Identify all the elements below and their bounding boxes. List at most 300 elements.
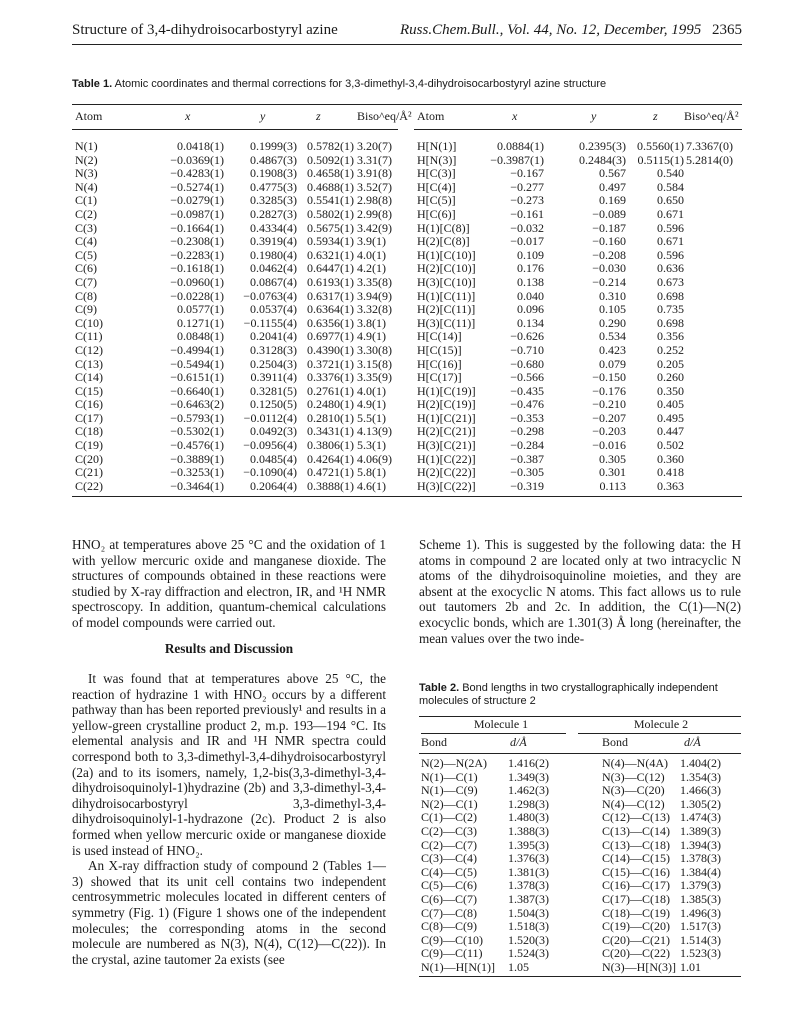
table1-right-cell-z: 0.495 bbox=[657, 410, 684, 425]
table1-left-row bbox=[72, 412, 398, 426]
table2-cell-d2: 1.466(3) bbox=[680, 783, 721, 798]
table2-cell-d1: 1.376(3) bbox=[508, 851, 549, 866]
table2-molecule1-rule bbox=[421, 733, 566, 734]
table1-left-cell-y: 0.1250(5) bbox=[250, 397, 297, 412]
table1-right-cell-x: −0.710 bbox=[510, 342, 544, 357]
table1-right-cell-atom: H[C(3)] bbox=[417, 166, 456, 181]
table1-left-row bbox=[72, 249, 398, 263]
table1-right-row bbox=[414, 466, 742, 480]
table1-right-cell-z: 0.252 bbox=[657, 342, 684, 357]
header-journal: Russ.Chem.Bull., Vol. 44, No. 12, December, 1995 bbox=[400, 22, 702, 38]
table1-left-cell-atom: C(22) bbox=[75, 478, 103, 493]
table1-left-cell-atom: C(9) bbox=[75, 302, 97, 317]
table2-cell-d2: 1.496(3) bbox=[680, 905, 721, 920]
table2-cell-bond1: C(9)—C(11) bbox=[421, 946, 483, 961]
table1-top-rule bbox=[72, 104, 742, 105]
table2-cell-d2: 1.523(3) bbox=[680, 946, 721, 961]
table1-right-cell-x: −0.167 bbox=[510, 166, 544, 181]
table1-right-cell-x: −0.161 bbox=[510, 206, 544, 221]
table1-right-row bbox=[414, 398, 742, 412]
table1-left-cell-biso: 3.42(9) bbox=[357, 220, 392, 235]
table2-row bbox=[421, 839, 741, 853]
table1-left-cell-z: 0.4264(1) bbox=[307, 451, 354, 466]
table2-cell-bond1: C(7)—C(8) bbox=[421, 905, 477, 920]
table1-right-row bbox=[414, 453, 742, 467]
table1-left-cell-y: −0.0956(4) bbox=[243, 438, 297, 453]
table2-cell-d1: 1.480(3) bbox=[508, 810, 549, 825]
table2-cell-d1: 1.395(3) bbox=[508, 837, 549, 852]
table1-left-row bbox=[72, 181, 398, 195]
table1-right-cell-z: 0.363 bbox=[657, 478, 684, 493]
table2-cell-bond1: C(1)—C(2) bbox=[421, 810, 477, 825]
table1-right-cell-x: −0.319 bbox=[510, 478, 544, 493]
table1-left-cell-x: −0.5274(1) bbox=[170, 179, 224, 194]
table2-caption bbox=[419, 682, 741, 708]
table1-left-cell-atom: N(1) bbox=[75, 139, 98, 153]
table1-right-row bbox=[414, 181, 742, 195]
table2-cell-d1: 1.416(2) bbox=[508, 756, 549, 770]
table2-cell-bond1: N(2)—N(2A) bbox=[421, 756, 487, 770]
table2-row bbox=[421, 825, 741, 839]
table1-left-cell-x: −0.0369(1) bbox=[170, 152, 224, 167]
table2-cell-bond1: N(1)—H[N(1)] bbox=[421, 959, 495, 974]
table1-left-row bbox=[72, 344, 398, 358]
table1-left-cell-biso: 5.8(1) bbox=[357, 465, 386, 480]
table1-right-cell-z: 0.698 bbox=[657, 315, 684, 330]
table1-left-row bbox=[72, 371, 398, 385]
table1-left-cell-y: 0.2064(4) bbox=[250, 478, 297, 493]
col-y: y bbox=[591, 109, 597, 123]
table1-right-cell-x: 0.040 bbox=[517, 288, 544, 303]
table2-cell-bond2: N(4)—C(12) bbox=[602, 796, 665, 811]
body-paragraph-2: An X-ray diffraction study of compound 2 (Tables 1—3) showed that its unit cell contains two independent centrosymmetric molecules located in different centers of symmetry (Fig. 1) (Figure 1 shows one of the independent molecules; the corresponding atoms in the second molecule are numbered as N(3), N(4), C(12)—C(22)). In the crystal, azine tautomer 2a exists (see bbox=[72, 858, 386, 967]
table2-row bbox=[421, 920, 741, 934]
table1-right-cell-z: 0.205 bbox=[657, 356, 684, 371]
table1-right-row bbox=[414, 358, 742, 372]
table2-cell-d1: 1.378(3) bbox=[508, 878, 549, 893]
table1-right-cell-z: 0.418 bbox=[657, 465, 684, 480]
table1-left-cell-atom: C(15) bbox=[75, 383, 103, 398]
table2-cell-bond1: N(2)—C(1) bbox=[421, 796, 478, 811]
table1-right-cell-atom: H(1)[C(11)] bbox=[417, 288, 476, 303]
table1-right-cell-atom: H[N(1)] bbox=[417, 139, 457, 153]
table1-left-cell-z: 0.3721(1) bbox=[307, 356, 354, 371]
right-paragraph: Scheme 1). This is suggested by the following data: the H atoms in compound 2 are located only at two intracyclic N atoms of the dihydroisoquinoline moieties, and they are absent at the exocyclic N atoms. This fact allows us to rule out tautomers 2b and 2c. In addition, the C(1)—N(2) exocyclic bonds, which are 1.301(3) Å long (hereinafter, the mean values over the two inde- bbox=[419, 537, 741, 646]
table2-header-rule bbox=[419, 753, 741, 754]
table1-right-cell-y: −0.030 bbox=[592, 261, 626, 276]
table1-left-cell-x: −0.3464(1) bbox=[170, 478, 224, 493]
table1-left-cell-biso: 2.98(8) bbox=[357, 193, 392, 208]
table1-right-cell-atom: H(1)[C(21)] bbox=[417, 410, 476, 425]
table2-cell-d2: 1.379(3) bbox=[680, 878, 721, 893]
section-title: Results and Discussion bbox=[164, 641, 294, 656]
table1-right-cell-z: 0.502 bbox=[657, 438, 684, 453]
table2-cell-bond1: C(3)—C(4) bbox=[421, 851, 477, 866]
table1-left-cell-biso: 3.31(7) bbox=[357, 152, 392, 167]
table1-left-row bbox=[72, 167, 398, 181]
table1-right-cell-atom: H(1)[C(8)] bbox=[417, 220, 470, 235]
table1-left-cell-z: 0.6364(1) bbox=[307, 302, 354, 317]
col-biso: Biso^eq/Å² bbox=[684, 109, 739, 123]
table1-right-cell-x: 0.096 bbox=[517, 302, 544, 317]
table1-left-row bbox=[72, 480, 398, 494]
table1-right-cell-x: −0.626 bbox=[510, 329, 544, 344]
table1-left-cell-y: 0.4775(3) bbox=[250, 179, 297, 194]
table1-left-cell-x: −0.1618(1) bbox=[170, 261, 224, 276]
table1-left-cell-biso: 4.13(9) bbox=[357, 424, 392, 439]
table1-right-row bbox=[414, 276, 742, 290]
table1-right-cell-y: 0.105 bbox=[599, 302, 626, 317]
table1-right-cell-atom: H(2)[C(21)] bbox=[417, 424, 476, 439]
running-header bbox=[72, 22, 742, 44]
table1-right-cell-z: 0.584 bbox=[657, 179, 684, 194]
table2-cell-bond2: N(3)—C(12) bbox=[602, 769, 665, 784]
table1-right-row bbox=[414, 385, 742, 399]
table1-left-cell-x: −0.2283(1) bbox=[170, 247, 224, 262]
table1-left-cell-biso: 3.35(8) bbox=[357, 274, 392, 289]
table1-left-cell-y: 0.3285(3) bbox=[250, 193, 297, 208]
table1-left-row bbox=[72, 398, 398, 412]
table2-cell-bond1: C(5)—C(6) bbox=[421, 878, 477, 893]
table2-row bbox=[421, 798, 741, 812]
table1-right-cell-x: 0.0884(1) bbox=[497, 139, 544, 153]
table1-left-cell-biso: 4.0(1) bbox=[357, 247, 386, 262]
table1-left-row bbox=[72, 222, 398, 236]
table1-left-cell-y: −0.0112(4) bbox=[243, 410, 297, 425]
table1-right-row bbox=[414, 194, 742, 208]
table2-cell-bond1: C(6)—C(7) bbox=[421, 891, 477, 906]
table1-right-cell-x: 0.134 bbox=[517, 315, 544, 330]
table1-left-body bbox=[72, 140, 398, 493]
table1-left-cell-z: 0.5934(1) bbox=[307, 234, 354, 249]
table1-left-cell-z: 0.3888(1) bbox=[307, 478, 354, 493]
table1-left-cell-y: 0.2041(4) bbox=[250, 329, 297, 344]
table1-right-cell-x: −0.3987(1) bbox=[490, 152, 544, 167]
table1-left-cell-atom: C(10) bbox=[75, 315, 103, 330]
table1-right-cell-atom: H(2)[C(19)] bbox=[417, 397, 476, 412]
table2-row bbox=[421, 961, 741, 975]
table2-cell-d2: 1.354(3) bbox=[680, 769, 721, 784]
table1-caption bbox=[72, 78, 742, 90]
table2-cell-d2: 1.378(3) bbox=[680, 851, 721, 866]
table1-right-cell-x: −0.284 bbox=[510, 438, 544, 453]
table1-right-cell-z: 0.5115(1) bbox=[637, 152, 684, 167]
table1-left-cell-y: 0.1999(3) bbox=[250, 139, 297, 153]
table1-right-cell-y: −0.203 bbox=[592, 424, 626, 439]
table2-cell-d1: 1.524(3) bbox=[508, 946, 549, 961]
table1-left-cell-z: 0.3806(1) bbox=[307, 438, 354, 453]
table1-left-cell-x: −0.5793(1) bbox=[170, 410, 224, 425]
table2-col-d-1: d/Å bbox=[510, 735, 527, 749]
table1-left-cell-biso: 4.9(1) bbox=[357, 329, 386, 344]
table1-left-cell-atom: C(14) bbox=[75, 370, 103, 385]
table2-cell-bond1: C(4)—C(5) bbox=[421, 864, 477, 879]
table2-row bbox=[421, 866, 741, 880]
table1-left-cell-atom: C(18) bbox=[75, 424, 103, 439]
table1-left-cell-x: −0.5494(1) bbox=[170, 356, 224, 371]
left-column-body bbox=[72, 671, 386, 967]
table1-right-cell-x: −0.032 bbox=[510, 220, 544, 235]
table1-right-cell-y: 0.301 bbox=[599, 465, 626, 480]
table1-right-cell-y: 0.079 bbox=[599, 356, 626, 371]
table1-right-row bbox=[414, 167, 742, 181]
table1-left-cell-y: 0.2827(3) bbox=[250, 206, 297, 221]
table2-col-bond-1: Bond bbox=[421, 735, 448, 749]
table1-left-row bbox=[72, 453, 398, 467]
table1-left-cell-z: 0.5675(1) bbox=[307, 220, 354, 235]
table1-left-cell-atom: N(3) bbox=[75, 166, 98, 181]
col-x: x bbox=[185, 109, 191, 123]
table1-right-cell-atom: H(2)[C(22)] bbox=[417, 465, 476, 480]
table1-right-row bbox=[414, 290, 742, 304]
col-x: x bbox=[512, 109, 518, 123]
table1-right-cell-y: 0.497 bbox=[599, 179, 626, 194]
table2-cell-bond1: C(2)—C(3) bbox=[421, 823, 477, 838]
table1-right-cell-y: −0.210 bbox=[592, 397, 626, 412]
table1-left-cell-biso: 3.91(8) bbox=[357, 166, 392, 181]
table2-cell-d2: 1.394(3) bbox=[680, 837, 721, 852]
table1-left-cell-x: 0.0577(1) bbox=[177, 302, 224, 317]
table1-right-row bbox=[414, 480, 742, 494]
table2-cell-d1: 1.298(3) bbox=[508, 796, 549, 811]
table1-left-cell-atom: C(7) bbox=[75, 274, 97, 289]
table2-cell-bond2: C(20)—C(21) bbox=[602, 932, 670, 947]
table2-cell-bond2: C(18)—C(19) bbox=[602, 905, 670, 920]
table1-right-cell-y: −0.207 bbox=[592, 410, 626, 425]
table1-right-row bbox=[414, 317, 742, 331]
table1-right-row bbox=[414, 330, 742, 344]
table1-left-row bbox=[72, 317, 398, 331]
table1-right-cell-x: −0.298 bbox=[510, 424, 544, 439]
right-column-body bbox=[419, 537, 741, 646]
table2-cell-bond2: N(4)—N(4A) bbox=[602, 756, 668, 770]
table2-row bbox=[421, 771, 741, 785]
table2-cell-d2: 1.385(3) bbox=[680, 891, 721, 906]
table1-left-cell-y: 0.3128(3) bbox=[250, 342, 297, 357]
table1-right-cell-y: −0.016 bbox=[592, 438, 626, 453]
table1-left-row bbox=[72, 262, 398, 276]
table1-right-cell-biso: 7.3367(0) bbox=[686, 139, 733, 153]
table1-right-cell-y: 0.310 bbox=[599, 288, 626, 303]
table2-cell-bond2: C(20)—C(22) bbox=[602, 946, 670, 961]
table1-right-cell-atom: H[N(3)] bbox=[417, 152, 457, 167]
table1-right-cell-z: 0.650 bbox=[657, 193, 684, 208]
table1-left-cell-biso: 3.32(8) bbox=[357, 302, 392, 317]
table2-cell-d2: 1.305(2) bbox=[680, 796, 721, 811]
table2-row bbox=[421, 784, 741, 798]
table1-right-cell-y: 0.290 bbox=[599, 315, 626, 330]
table2-cell-d2: 1.01 bbox=[680, 959, 701, 974]
table1-left-cell-x: −0.6151(1) bbox=[170, 370, 224, 385]
table1-left-cell-z: 0.6977(1) bbox=[307, 329, 354, 344]
table2-label: Table 2. bbox=[419, 682, 460, 694]
table2-row bbox=[421, 879, 741, 893]
table1-right-cell-z: 0.356 bbox=[657, 329, 684, 344]
table1-left-cell-y: −0.0763(4) bbox=[243, 288, 297, 303]
table1-left-cell-y: 0.2504(3) bbox=[250, 356, 297, 371]
header-page-number: 2365 bbox=[712, 22, 742, 38]
table1-right-cell-y: 0.169 bbox=[599, 193, 626, 208]
table1-right-cell-x: 0.138 bbox=[517, 274, 544, 289]
table1-right-cell-z: 0.405 bbox=[657, 397, 684, 412]
table1-right-cell-y: 0.423 bbox=[599, 342, 626, 357]
table1-right-body bbox=[414, 140, 742, 493]
table1-left-cell-atom: N(4) bbox=[75, 179, 98, 194]
table1-right-header-rule bbox=[414, 129, 742, 130]
table1-left-cell-y: −0.1090(4) bbox=[243, 465, 297, 480]
table1-right-cell-x: −0.680 bbox=[510, 356, 544, 371]
header-article-title: Structure of 3,4-dihydroisocarbostyryl azine bbox=[72, 22, 338, 38]
table1-left-row bbox=[72, 194, 398, 208]
table1-left-cell-y: 0.0485(4) bbox=[250, 451, 297, 466]
table2-cell-d1: 1.518(3) bbox=[508, 919, 549, 934]
table1-left-cell-x: −0.4994(1) bbox=[170, 342, 224, 357]
table1-right-cell-atom: H[C(4)] bbox=[417, 179, 456, 194]
table2-cell-bond1: N(1)—C(1) bbox=[421, 769, 478, 784]
table1-right-row bbox=[414, 235, 742, 249]
table2-cell-d2: 1.404(2) bbox=[680, 756, 721, 770]
table1-left-cell-y: 0.4334(4) bbox=[250, 220, 297, 235]
table1-right-cell-atom: H(3)[C(11)] bbox=[417, 315, 476, 330]
table1-right-cell-x: −0.305 bbox=[510, 465, 544, 480]
table2-molecule1-header: Molecule 1 bbox=[473, 717, 529, 731]
table1-left-cell-biso: 4.0(1) bbox=[357, 383, 386, 398]
table1-left-row bbox=[72, 466, 398, 480]
col-atom: Atom bbox=[417, 109, 445, 123]
table1-right-cell-z: 0.735 bbox=[657, 302, 684, 317]
table1-right-cell-x: 0.109 bbox=[517, 247, 544, 262]
table1-left-cell-atom: C(1) bbox=[75, 193, 97, 208]
col-y: y bbox=[260, 109, 266, 123]
table1-left-cell-y: 0.0462(4) bbox=[250, 261, 297, 276]
col-biso: Biso^eq/Å² bbox=[357, 109, 412, 123]
table1-left-cell-x: −0.0960(1) bbox=[170, 274, 224, 289]
table1-left-cell-atom: C(6) bbox=[75, 261, 97, 276]
table1-left-cell-biso: 4.06(9) bbox=[357, 451, 392, 466]
table1-right-row bbox=[414, 344, 742, 358]
table1-right-cell-z: 0.540 bbox=[657, 166, 684, 181]
table1-left-cell-x: 0.0848(1) bbox=[177, 329, 224, 344]
table1-left-cell-biso: 3.9(1) bbox=[357, 234, 386, 249]
table1-left-row bbox=[72, 208, 398, 222]
table1-right-row bbox=[414, 262, 742, 276]
table1-left-row bbox=[72, 385, 398, 399]
table1-right-cell-y: −0.187 bbox=[592, 220, 626, 235]
table1-left-cell-z: 0.4721(1) bbox=[307, 465, 354, 480]
table2-body bbox=[421, 757, 741, 975]
table1-right-cell-z: 0.636 bbox=[657, 261, 684, 276]
table1-right-cell-z: 0.260 bbox=[657, 370, 684, 385]
table1-right-cell-z: 0.596 bbox=[657, 247, 684, 262]
table2-cell-bond2: N(3)—H[N(3)] bbox=[602, 959, 676, 974]
table2-cell-d1: 1.504(3) bbox=[508, 905, 549, 920]
table1-left-cell-z: 0.6447(1) bbox=[307, 261, 354, 276]
table1-left-cell-z: 0.3376(1) bbox=[307, 370, 354, 385]
table1-left-cell-y: 0.3919(4) bbox=[250, 234, 297, 249]
table1-left-cell-biso: 3.52(7) bbox=[357, 179, 392, 194]
table1-left-cell-x: −0.6640(1) bbox=[170, 383, 224, 398]
table1-left-row bbox=[72, 330, 398, 344]
table1-right-cell-x: −0.387 bbox=[510, 451, 544, 466]
intro-paragraph: HNO₂ at temperatures above 25 °C and the oxidation of 1 with yellow mercuric oxide and manganese dioxide. The structures of compounds obtained in these reactions were studied by X-ray diffraction and electron, IR, and ¹H NMR spectroscopy. In addition, quantum-chemical calculations of model compounds were carried out. bbox=[72, 537, 386, 630]
table1-left-cell-biso: 5.3(1) bbox=[357, 438, 386, 453]
table1-left-cell-x: −0.3253(1) bbox=[170, 465, 224, 480]
table2-cell-bond1: C(8)—C(9) bbox=[421, 919, 477, 934]
table2-molecule2-header: Molecule 2 bbox=[633, 717, 689, 731]
table1-right-row bbox=[414, 222, 742, 236]
table2-cell-d1: 1.462(3) bbox=[508, 783, 549, 798]
table1-left-cell-z: 0.6193(1) bbox=[307, 274, 354, 289]
table1-right-cell-z: 0.350 bbox=[657, 383, 684, 398]
table1-left-cell-biso: 4.2(1) bbox=[357, 261, 386, 276]
table1-left-cell-biso: 3.94(9) bbox=[357, 288, 392, 303]
table1-left-cell-atom: N(2) bbox=[75, 152, 98, 167]
table1-right-cell-z: 0.360 bbox=[657, 451, 684, 466]
table1-left-cell-x: −0.4283(1) bbox=[170, 166, 224, 181]
table1-right-row bbox=[414, 371, 742, 385]
table1-left-cell-biso: 4.6(1) bbox=[357, 478, 386, 493]
table1-left-cell-z: 0.2480(1) bbox=[307, 397, 354, 412]
table2-cell-bond1: N(1)—C(9) bbox=[421, 783, 478, 798]
table2-row bbox=[421, 852, 741, 866]
table1-left-cell-biso: 4.9(1) bbox=[357, 397, 386, 412]
table1-right-row bbox=[414, 425, 742, 439]
table1-right-cell-y: −0.176 bbox=[592, 383, 626, 398]
table1-right-cell-x: −0.566 bbox=[510, 370, 544, 385]
table2-cell-bond1: C(9)—C(10) bbox=[421, 932, 483, 947]
table1-right-cell-x: −0.435 bbox=[510, 383, 544, 398]
table2-cell-bond2: C(16)—C(17) bbox=[602, 878, 670, 893]
table2-cell-bond1: C(2)—C(7) bbox=[421, 837, 477, 852]
table1-right-cell-x: −0.277 bbox=[510, 179, 544, 194]
table1-left-cell-x: −0.5302(1) bbox=[170, 424, 224, 439]
table2-cell-bond2: C(13)—C(18) bbox=[602, 837, 670, 852]
table1-left-cell-atom: C(5) bbox=[75, 247, 97, 262]
table1-left-cell-x: 0.1271(1) bbox=[177, 315, 224, 330]
table1-right-cell-x: −0.017 bbox=[510, 234, 544, 249]
table1-right-cell-z: 0.671 bbox=[657, 206, 684, 221]
table1-left-cell-z: 0.4390(1) bbox=[307, 342, 354, 357]
table1-left-row bbox=[72, 235, 398, 249]
table1-left-cell-atom: C(11) bbox=[75, 329, 103, 344]
table1-right-cell-atom: H[C(15)] bbox=[417, 342, 462, 357]
table1-left-row bbox=[72, 290, 398, 304]
table1-right-cell-atom: H(1)[C(22)] bbox=[417, 451, 476, 466]
table1-left-cell-y: 0.0537(4) bbox=[250, 302, 297, 317]
table1-right-cell-x: 0.176 bbox=[517, 261, 544, 276]
table1-left-cell-atom: C(19) bbox=[75, 438, 103, 453]
table1-left-cell-z: 0.2761(1) bbox=[307, 383, 354, 398]
table1-left-cell-x: −0.4576(1) bbox=[170, 438, 224, 453]
table1-left-cell-x: −0.0279(1) bbox=[170, 193, 224, 208]
table1-left-cell-x: −0.6463(2) bbox=[170, 397, 224, 412]
table1-left-cell-x: −0.3889(1) bbox=[170, 451, 224, 466]
table1-right-cell-atom: H(3)[C(21)] bbox=[417, 438, 476, 453]
table1-right-cell-atom: H[C(16)] bbox=[417, 356, 462, 371]
table1-left-cell-y: 0.3911(4) bbox=[250, 370, 297, 385]
table1-right-cell-x: −0.353 bbox=[510, 410, 544, 425]
table2-row bbox=[421, 893, 741, 907]
table1-left-cell-atom: C(8) bbox=[75, 288, 97, 303]
table1-left-row bbox=[72, 140, 398, 154]
table1-left-cell-atom: C(12) bbox=[75, 342, 103, 357]
table1-right-cell-z: 0.698 bbox=[657, 288, 684, 303]
table1-right-cell-x: −0.476 bbox=[510, 397, 544, 412]
table1-left-cell-y: −0.1155(4) bbox=[243, 315, 297, 330]
left-column-intro bbox=[72, 537, 386, 631]
table2-col-bond-2: Bond bbox=[602, 735, 629, 749]
table2-cell-d2: 1.384(4) bbox=[680, 864, 721, 879]
